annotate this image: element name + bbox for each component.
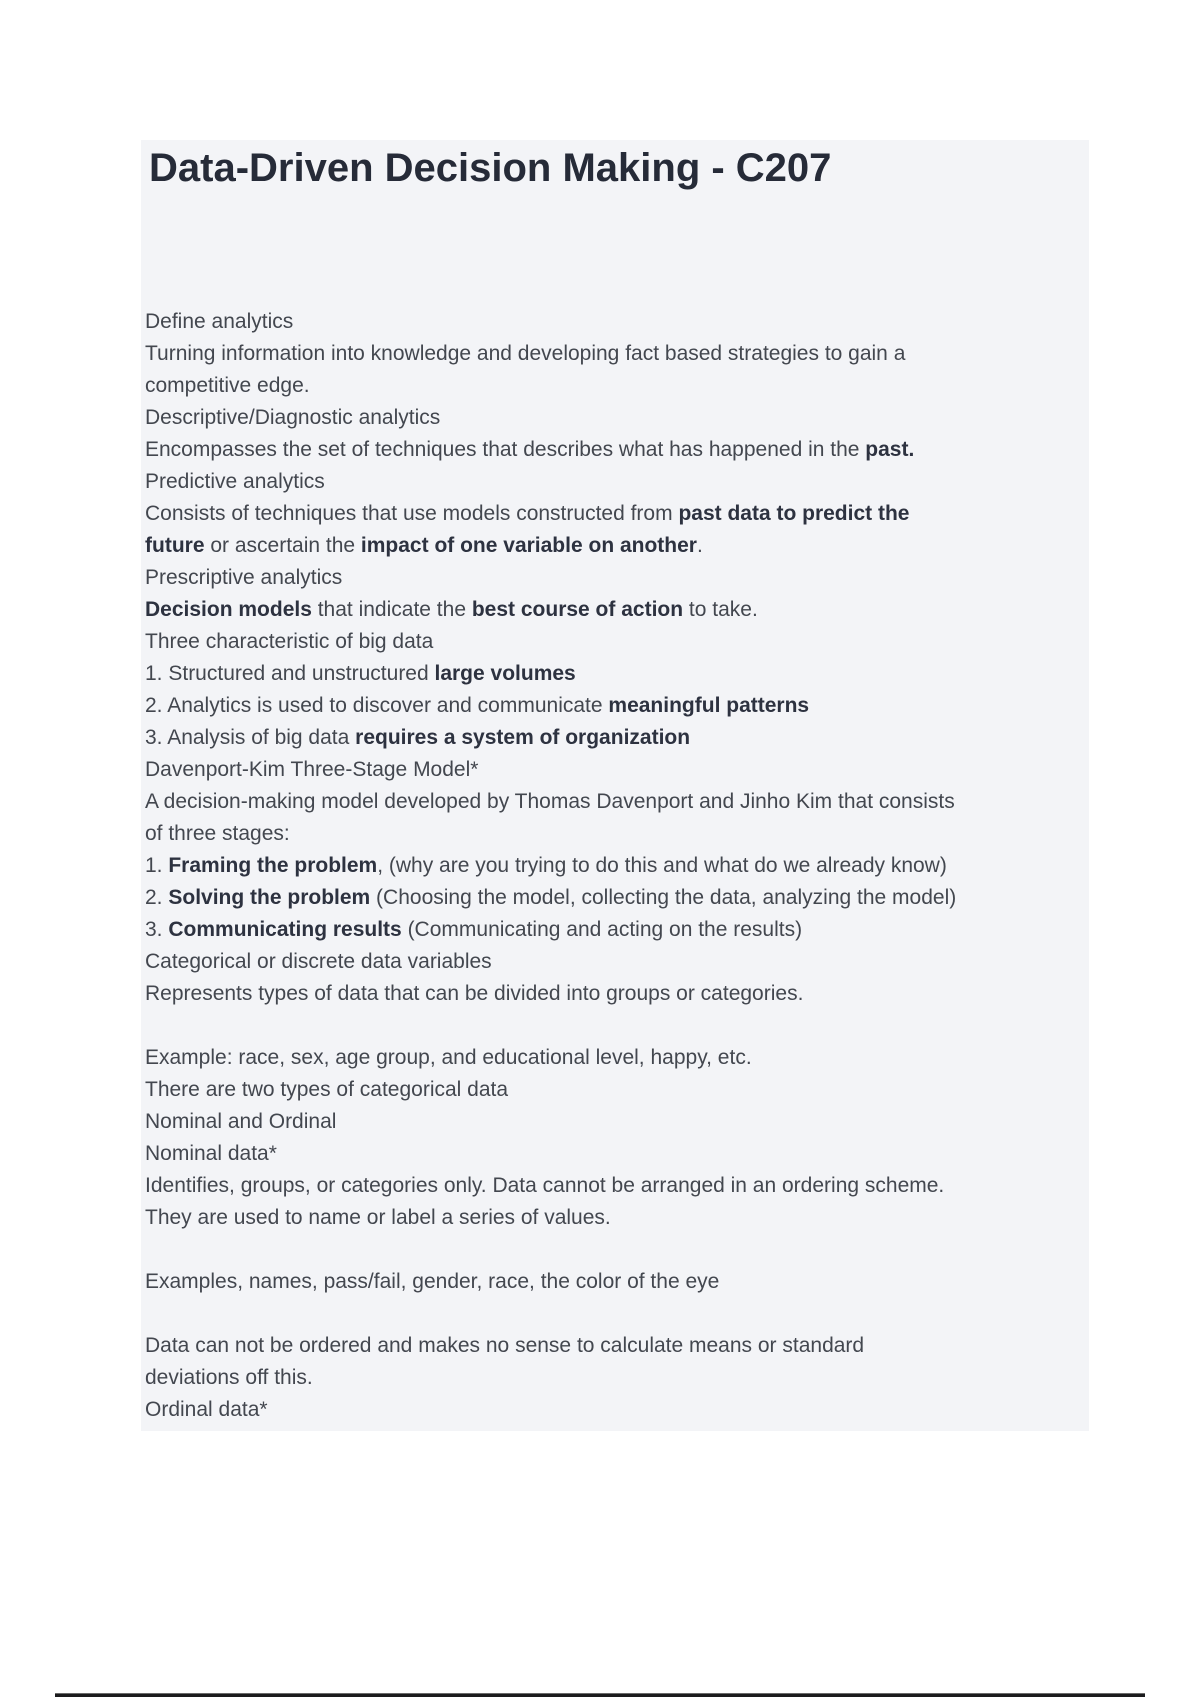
text-line — [145, 1298, 1075, 1330]
text-line: Example: race, sex, age group, and educational level, happy, etc. — [145, 1046, 752, 1069]
text-line: Predictive analytics — [145, 470, 325, 493]
text-line: Ordinal data* — [145, 1398, 268, 1421]
footer-divider — [55, 1693, 1145, 1697]
page-title: Data-Driven Decision Making - C207 — [149, 146, 832, 190]
text-line: Descriptive/Diagnostic analytics — [145, 406, 441, 429]
text-line: Categorical or discrete data variables — [145, 950, 492, 973]
text-line: 3. Communicating results (Communicating and acting on the results) — [145, 918, 803, 941]
text-line: Encompasses the set of techniques that describes what has happened in the past. — [145, 438, 915, 461]
text-line: 3. Analysis of big data requires a system of organization — [145, 726, 691, 749]
text-line: Decision models that indicate the best course of action to take. — [145, 598, 758, 621]
notes-body — [145, 306, 1075, 1426]
text-line: There are two types of categorical data — [145, 1078, 509, 1101]
text-line: 1. Framing the problem, (why are you trying to do this and what do we already know) — [145, 854, 947, 877]
notes-card — [141, 140, 1089, 1431]
text-line: future or ascertain the impact of one variable on another. — [145, 534, 703, 557]
text-line: deviations off this. — [145, 1366, 313, 1389]
text-line — [145, 1010, 1075, 1042]
text-line: Consists of techniques that use models constructed from past data to predict the — [145, 502, 910, 525]
text-line: Data can not be ordered and makes no sense to calculate means or standard — [145, 1334, 865, 1357]
text-line: Define analytics — [145, 310, 294, 333]
text-line: Nominal data* — [145, 1142, 277, 1165]
text-line: Represents types of data that can be divided into groups or categories. — [145, 982, 804, 1005]
text-line: 1. Structured and unstructured large volumes — [145, 662, 576, 685]
text-line: They are used to name or label a series of values. — [145, 1206, 611, 1229]
text-line: Turning information into knowledge and developing fact based strategies to gain a — [145, 342, 906, 365]
text-line: Three characteristic of big data — [145, 630, 434, 653]
text-line: Identifies, groups, or categories only. Data cannot be arranged in an ordering scheme. — [145, 1174, 945, 1197]
text-line: 2. Solving the problem (Choosing the model, collecting the data, analyzing the model) — [145, 886, 957, 909]
text-line: Nominal and Ordinal — [145, 1110, 337, 1133]
text-line: 2. Analytics is used to discover and communicate meaningful patterns — [145, 694, 810, 717]
text-line: of three stages: — [145, 822, 290, 845]
text-line: Davenport-Kim Three-Stage Model* — [145, 758, 479, 781]
text-line: A decision-making model developed by Thomas Davenport and Jinho Kim that consists — [145, 790, 955, 813]
text-line: Prescriptive analytics — [145, 566, 343, 589]
text-line: Examples, names, pass/fail, gender, race, the color of the eye — [145, 1270, 720, 1293]
text-line: competitive edge. — [145, 374, 310, 397]
text-line — [145, 1234, 1075, 1266]
